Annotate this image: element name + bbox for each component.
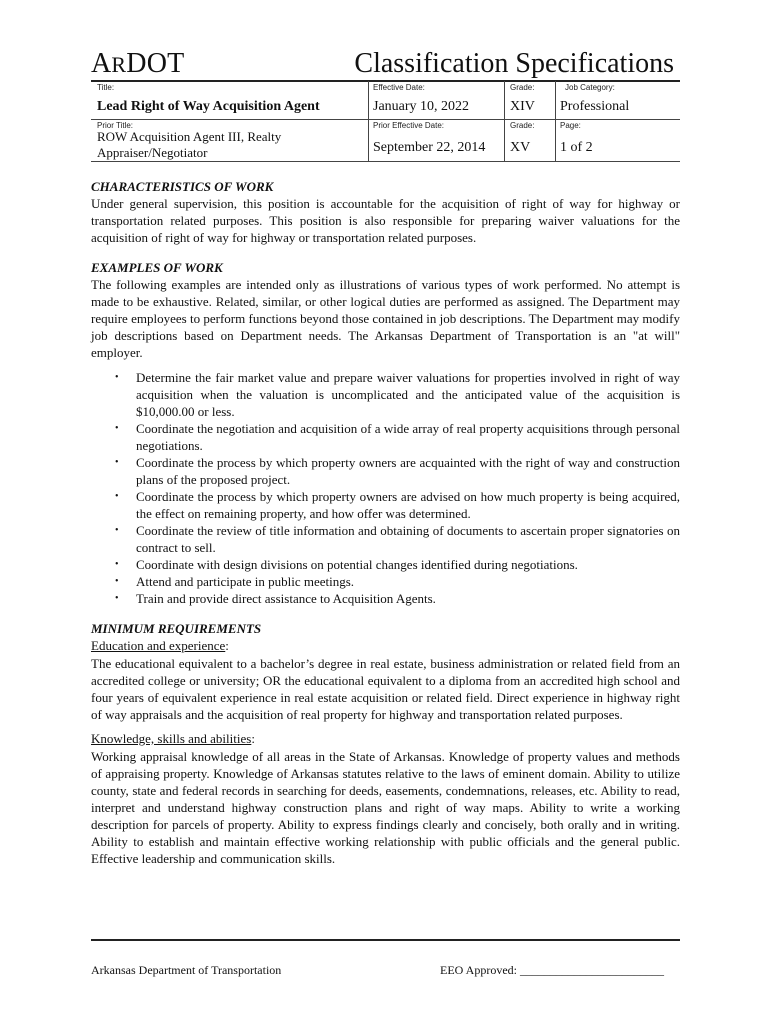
ksa-subheading: Knowledge, skills and abilities <box>91 731 252 746</box>
education-colon: : <box>225 638 229 653</box>
minimum-requirements-section <box>91 621 680 867</box>
ardot-logo <box>91 48 184 81</box>
bullet-icon: • <box>115 576 119 587</box>
ksa-colon: : <box>251 731 255 746</box>
examples-intro: The following examples are intended only as illustrations of various types of work performed. No attempt is made to be exhaustive. Related, similar, or other logical duties are performed as assigned. The Department may require employees to perform functions beyond those contained in job descriptions. The Department may modify job descriptions based on Department needs. The Arkansas Department of Transportation is an "at will" employer. <box>91 277 680 360</box>
duty-text: Determine the fair market value and prepare waiver valuations for properties involved in right of way acquisition when the valuation is uncomplicated and the anticipated value of the acquisition is $10,000.00 or less. <box>136 370 680 419</box>
prior-title-label: Prior Title: <box>97 121 134 130</box>
duties-list <box>91 369 680 607</box>
duty-text: Train and provide direct assistance to Acquisition Agents. <box>136 591 436 606</box>
prior-effective-date-label: Prior Effective Date: <box>373 121 444 130</box>
education-text: The educational equivalent to a bachelor’s degree in real estate, business administration or related field from an accredited college or university; OR the educational equivalent to a diploma from an accredited high school and four years of equivalent experience in real estate acquisition or related field. Direct experience in highway right of way appraisals and the acquisition of real property for highway and transportation related purposes. <box>91 656 680 722</box>
characteristics-section <box>91 179 680 246</box>
ksa-text: Working appraisal knowledge of all areas in the State of Arkansas. Knowledge of property values and methods of appraising property. Knowledge of Arkansas statutes relative to the laws of eminent domain. Ability to utilize county, state and federal records in searching for deeds, easements, condemnations, releases, etc. Ability to read, interpret and understand highway construction plans and right of way maps. Ability to write a working description for parcels of property. Ability to express findings clearly and concisely, both orally and in writing. Ability to establish and maintain effective working relationship with public officials and the general public. Effective leadership and communication skills. <box>91 749 680 866</box>
table-row-divider <box>91 119 680 120</box>
duty-text: Coordinate with design divisions on potential changes identified during negotiations. <box>136 557 578 572</box>
page-value: 1 of 2 <box>560 140 593 155</box>
bullet-icon: • <box>115 525 119 536</box>
characteristics-text: Under general supervision, this position is accountable for the acquisition of right of way for highway or transportation related purposes. This position is also responsible for preparing waiver valuations for the acquisition of right of way for highway or transportation related purposes. <box>91 196 680 245</box>
effective-date-value: January 10, 2022 <box>373 99 470 114</box>
examples-section <box>91 260 680 607</box>
duty-text: Coordinate the negotiation and acquisition of a wide array of real property acquisitions through personal negotiations. <box>136 421 680 453</box>
duty-item <box>115 522 680 556</box>
table-column-divider <box>504 81 505 161</box>
prior-title-value <box>97 129 281 161</box>
prior-title-line-2: Appraiser/Negotiator <box>97 145 208 160</box>
bullet-icon: • <box>115 372 119 383</box>
table-column-divider <box>555 81 556 161</box>
bullet-icon: • <box>115 559 119 570</box>
duty-item <box>115 420 680 454</box>
duty-text: Coordinate the process by which property owners are acquainted with the right of way and construction plans of the proposed project. <box>136 455 680 487</box>
examples-heading: EXAMPLES OF WORK <box>91 260 223 275</box>
duty-item <box>115 556 680 573</box>
bullet-icon: • <box>115 457 119 468</box>
duty-text: Coordinate the review of title information and obtaining of documents to ascertain proper signatories on contract to sell. <box>136 523 680 555</box>
bullet-icon: • <box>115 491 119 502</box>
duty-text: Attend and participate in public meetings. <box>136 574 355 589</box>
job-category-label: Job Category: <box>565 83 615 92</box>
prior-grade-value: XV <box>510 140 531 155</box>
duty-item <box>115 369 680 420</box>
duty-item <box>115 454 680 488</box>
header-rule <box>91 80 680 82</box>
table-bottom-rule <box>91 161 680 162</box>
document-title: Classification Specifications <box>354 48 674 79</box>
minimum-requirements-heading: MINIMUM REQUIREMENTS <box>91 621 262 636</box>
job-category-value: Professional <box>560 99 630 114</box>
prior-effective-date-value: September 22, 2014 <box>373 140 486 155</box>
duty-text: Coordinate the process by which property owners are advised on how much property is being acquired, the effect on remaining property, and how offer was determined. <box>136 489 680 521</box>
duty-item <box>115 573 680 590</box>
title-label: Title: <box>97 83 115 92</box>
prior-title-line-1: ROW Acquisition Agent III, Realty <box>97 129 282 144</box>
duty-item <box>115 590 680 607</box>
effective-date-label: Effective Date: <box>373 83 425 92</box>
table-column-divider <box>368 81 369 161</box>
bullet-icon: • <box>115 593 119 604</box>
footer-rule <box>91 939 680 941</box>
duty-item <box>115 488 680 522</box>
footer-eeo-approval: EEO Approved: ________________________ <box>440 963 664 977</box>
characteristics-heading: CHARACTERISTICS OF WORK <box>91 179 274 194</box>
document-header <box>91 46 680 82</box>
bullet-icon: • <box>115 423 119 434</box>
prior-grade-label: Grade: <box>510 121 535 130</box>
logo-last: DOT <box>126 48 185 79</box>
page-label: Page: <box>560 121 581 130</box>
logo-first-letter: A <box>91 48 112 79</box>
grade-label: Grade: <box>510 83 535 92</box>
logo-small-caps: R <box>111 52 127 77</box>
education-subheading: Education and experience <box>91 638 226 653</box>
footer-organization: Arkansas Department of Transportation <box>91 963 282 977</box>
grade-value: XIV <box>510 99 535 114</box>
title-value: Lead Right of Way Acquisition Agent <box>97 99 320 114</box>
